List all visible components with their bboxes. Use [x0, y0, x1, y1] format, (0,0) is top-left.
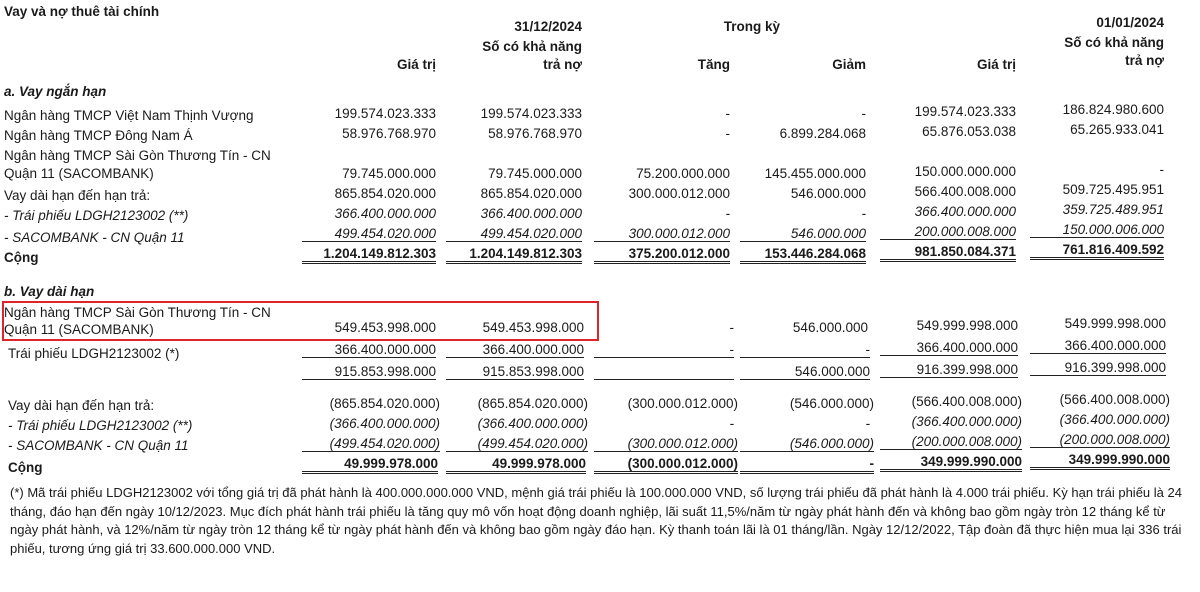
cell-repayable-begin: (566.400.008.000)	[1059, 392, 1170, 407]
page-title: Vay và nợ thuê tài chính	[4, 4, 160, 19]
footnote: (*) Mã trái phiếu LDGH2123002 với tổng giá trị đã phát hành là 400.000.000.000 VND, mệnh giá trái phiếu là 100.000.000 VND, số lượng trái phiếu đã phát hành là 4.000 trái phiếu. Kỳ hạn trái phiếu là 24 tháng, đáo hạn đến ngày 10/12/2023. Mục đích phát hành trái phiếu là tăng quy mô vốn hoạt động doanh nghiệp, lãi suất 11,5%/năm từ ngày phát hành đến và không bao gồm ngày tròn 12 tháng kể từ ngày phát hành, và 12%/năm từ ngày tròn 12 tháng kể từ ngày phát hành đến và không bao gồm ngày đáo hạn. Kỳ thanh toán lãi là 01 tháng/lần. Ngày 12/12/2022, Tập đoàn đã thực hiện mua lại 336 trái phiếu, tương ứng giá trị 33.600.000.000 VND.	[10, 485, 1182, 556]
cell-repayable-end: (865.854.020.000)	[477, 396, 588, 411]
cell-decrease: -	[740, 342, 870, 358]
cell-decrease: (546.000.000)	[789, 396, 874, 411]
cell-value-end: (366.400.000.000)	[329, 416, 440, 431]
cell-value-end: (865.854.020.000)	[329, 396, 440, 411]
cell-repayable-begin: 186.824.980.600	[1062, 102, 1164, 117]
cell-decrease: 145.455.000.000	[764, 166, 866, 181]
subtotal-value-end: 915.853.998.000	[302, 364, 436, 380]
cell-value-end: 199.574.023.333	[334, 106, 436, 121]
cell-value-begin: (366.400.000.000)	[911, 414, 1022, 429]
cell-decrease: 546.000.000	[740, 226, 866, 242]
cell-value-end: 58.976.768.970	[342, 126, 436, 141]
row-label: Trái phiếu LDGH2123002 (*)	[8, 346, 180, 361]
cell-repayable-end: 79.745.000.000	[488, 166, 582, 181]
cell-value-end: 549.453.998.000	[334, 320, 436, 335]
cell-value-end: 499.454.020.000	[302, 226, 436, 242]
total-repayable-end: 1.204.149.812.303	[446, 246, 582, 264]
cell-repayable-end: (499.454.020.000)	[446, 436, 588, 452]
subtotal-repayable-begin: 916.399.998.000	[1030, 360, 1166, 376]
header-repayable-l2-end: trả nợ	[543, 57, 582, 72]
cell-repayable-begin: 366.400.000.000	[1030, 338, 1166, 354]
subtotal-decrease: 546.000.000	[740, 364, 870, 380]
header-in-period: Trong kỳ	[723, 19, 780, 34]
total-increase: 375.200.012.000	[594, 246, 730, 264]
total-repayable-begin: 349.999.990.000	[1030, 452, 1170, 470]
row-label-line2: Quận 11 (SACOMBANK)	[4, 166, 154, 181]
total-value-end: 49.999.978.000	[302, 456, 438, 474]
cell-value-begin: (200.000.008.000)	[880, 434, 1022, 450]
subtotal-repayable-end: 915.853.998.000	[446, 364, 584, 380]
cell-value-end: (499.454.020.000)	[302, 436, 440, 452]
total-value-end: 1.204.149.812.303	[302, 246, 436, 264]
cell-value-begin: 65.876.053.038	[922, 124, 1016, 139]
cell-decrease: 546.000.000	[792, 320, 868, 335]
header-value-end: Giá trị	[396, 57, 436, 72]
cell-decrease: 6.899.284.068	[779, 126, 866, 141]
row-label: - SACOMBANK - CN Quận 11	[4, 230, 185, 245]
section-short-term-heading: a. Vay ngắn hạn	[4, 84, 107, 99]
cell-repayable-end: 58.976.768.970	[488, 126, 582, 141]
row-label: Vay dài hạn đến hạn trả:	[8, 398, 155, 413]
cell-repayable-end: 865.854.020.000	[480, 186, 582, 201]
cell-decrease: -	[861, 106, 866, 121]
subtotal-increase	[594, 364, 734, 380]
cell-value-end: 79.745.000.000	[342, 166, 436, 181]
cell-repayable-begin: 549.999.998.000	[1064, 316, 1166, 331]
header-value-begin: Giá trị	[976, 57, 1016, 72]
subtotal-value-begin: 916.399.998.000	[880, 362, 1018, 378]
total-repayable-end: 49.999.978.000	[446, 456, 586, 474]
total-decrease: -	[740, 456, 874, 474]
cell-repayable-end: 549.453.998.000	[482, 320, 584, 335]
cell-repayable-begin: (200.000.008.000)	[1030, 432, 1170, 448]
cell-repayable-end: (366.400.000.000)	[477, 416, 588, 431]
cell-value-end: 366.400.000.000	[334, 206, 436, 221]
total-repayable-begin: 761.816.409.592	[1030, 242, 1164, 260]
cell-increase: 75.200.000.000	[636, 166, 730, 181]
total-value-begin: 349.999.990.000	[880, 454, 1022, 472]
cell-value-begin: 199.574.023.333	[914, 104, 1016, 119]
row-label: Vay dài hạn đến hạn trả:	[4, 188, 151, 203]
cell-increase: -	[729, 416, 734, 431]
cell-value-begin: 150.000.000.000	[914, 164, 1016, 179]
cell-value-end: 366.400.000.000	[302, 342, 436, 358]
cell-repayable-end: 199.574.023.333	[480, 106, 582, 121]
cell-repayable-begin: (366.400.000.000)	[1059, 412, 1170, 427]
cell-value-end: 865.854.020.000	[334, 186, 436, 201]
header-date-end: 31/12/2024	[514, 19, 582, 34]
header-repayable-l2-begin: trả nợ	[1125, 53, 1164, 68]
cell-repayable-begin: 65.265.933.041	[1070, 122, 1164, 137]
cell-value-begin: 549.999.998.000	[916, 318, 1018, 333]
cell-increase: -	[725, 206, 730, 221]
cell-increase: -	[594, 342, 734, 358]
cell-repayable-begin: 150.000.006.000	[1030, 222, 1164, 238]
cell-value-begin: 566.400.008.000	[914, 184, 1016, 199]
cell-value-begin: 366.400.000.000	[914, 204, 1016, 219]
cell-increase: 300.000.012.000	[628, 186, 730, 201]
header-decrease: Giảm	[832, 57, 866, 72]
cell-increase: -	[725, 126, 730, 141]
cell-repayable-end: 499.454.020.000	[446, 226, 582, 242]
cell-increase: (300.000.012.000)	[594, 436, 738, 452]
cell-decrease: -	[865, 416, 870, 431]
row-label: Ngân hàng TMCP Sài Gòn Thương Tín - CN	[4, 148, 271, 163]
cell-repayable-begin: -	[1159, 162, 1164, 177]
cell-repayable-begin: 359.725.489.951	[1062, 202, 1164, 217]
total-increase: (300.000.012.000)	[594, 456, 738, 474]
cell-increase: (300.000.012.000)	[627, 396, 738, 411]
cell-increase: 300.000.012.000	[594, 226, 730, 242]
row-label-line2: Quận 11 (SACOMBANK)	[4, 322, 154, 337]
header-date-begin: 01/01/2024	[1096, 15, 1164, 30]
cell-repayable-end: 366.400.000.000	[480, 206, 582, 221]
row-label: - Trái phiếu LDGH2123002 (**)	[4, 208, 189, 223]
cell-value-begin: 366.400.000.000	[880, 340, 1018, 356]
header-repayable-l1-end: Số có khả năng	[482, 39, 582, 54]
cell-value-begin: 200.000.008.000	[880, 224, 1016, 240]
section-long-term-heading: b. Vay dài hạn	[4, 284, 95, 299]
cell-increase: -	[729, 320, 734, 335]
cell-increase: -	[725, 106, 730, 121]
total-value-begin: 981.850.084.371	[880, 244, 1016, 262]
cell-decrease: 546.000.000	[790, 186, 866, 201]
total-label: Cộng	[4, 250, 39, 265]
cell-decrease: -	[861, 206, 866, 221]
cell-repayable-begin: 509.725.495.951	[1062, 182, 1164, 197]
row-label: Ngân hàng TMCP Đông Nam Á	[4, 128, 193, 143]
cell-decrease: (546.000.000)	[740, 436, 874, 452]
header-increase: Tăng	[697, 57, 730, 72]
row-label: Ngân hàng TMCP Sài Gòn Thương Tín - CN	[4, 305, 271, 320]
total-decrease: 153.446.284.068	[740, 246, 866, 264]
row-label: - SACOMBANK - CN Quận 11	[8, 438, 189, 453]
header-repayable-l1-begin: Số có khả năng	[1064, 35, 1164, 50]
cell-repayable-end: 366.400.000.000	[446, 342, 584, 358]
total-label: Cộng	[8, 460, 43, 475]
row-label: Ngân hàng TMCP Việt Nam Thịnh Vượng	[4, 108, 254, 123]
cell-value-begin: (566.400.008.000)	[911, 394, 1022, 409]
row-label: - Trái phiếu LDGH2123002 (**)	[8, 418, 193, 433]
